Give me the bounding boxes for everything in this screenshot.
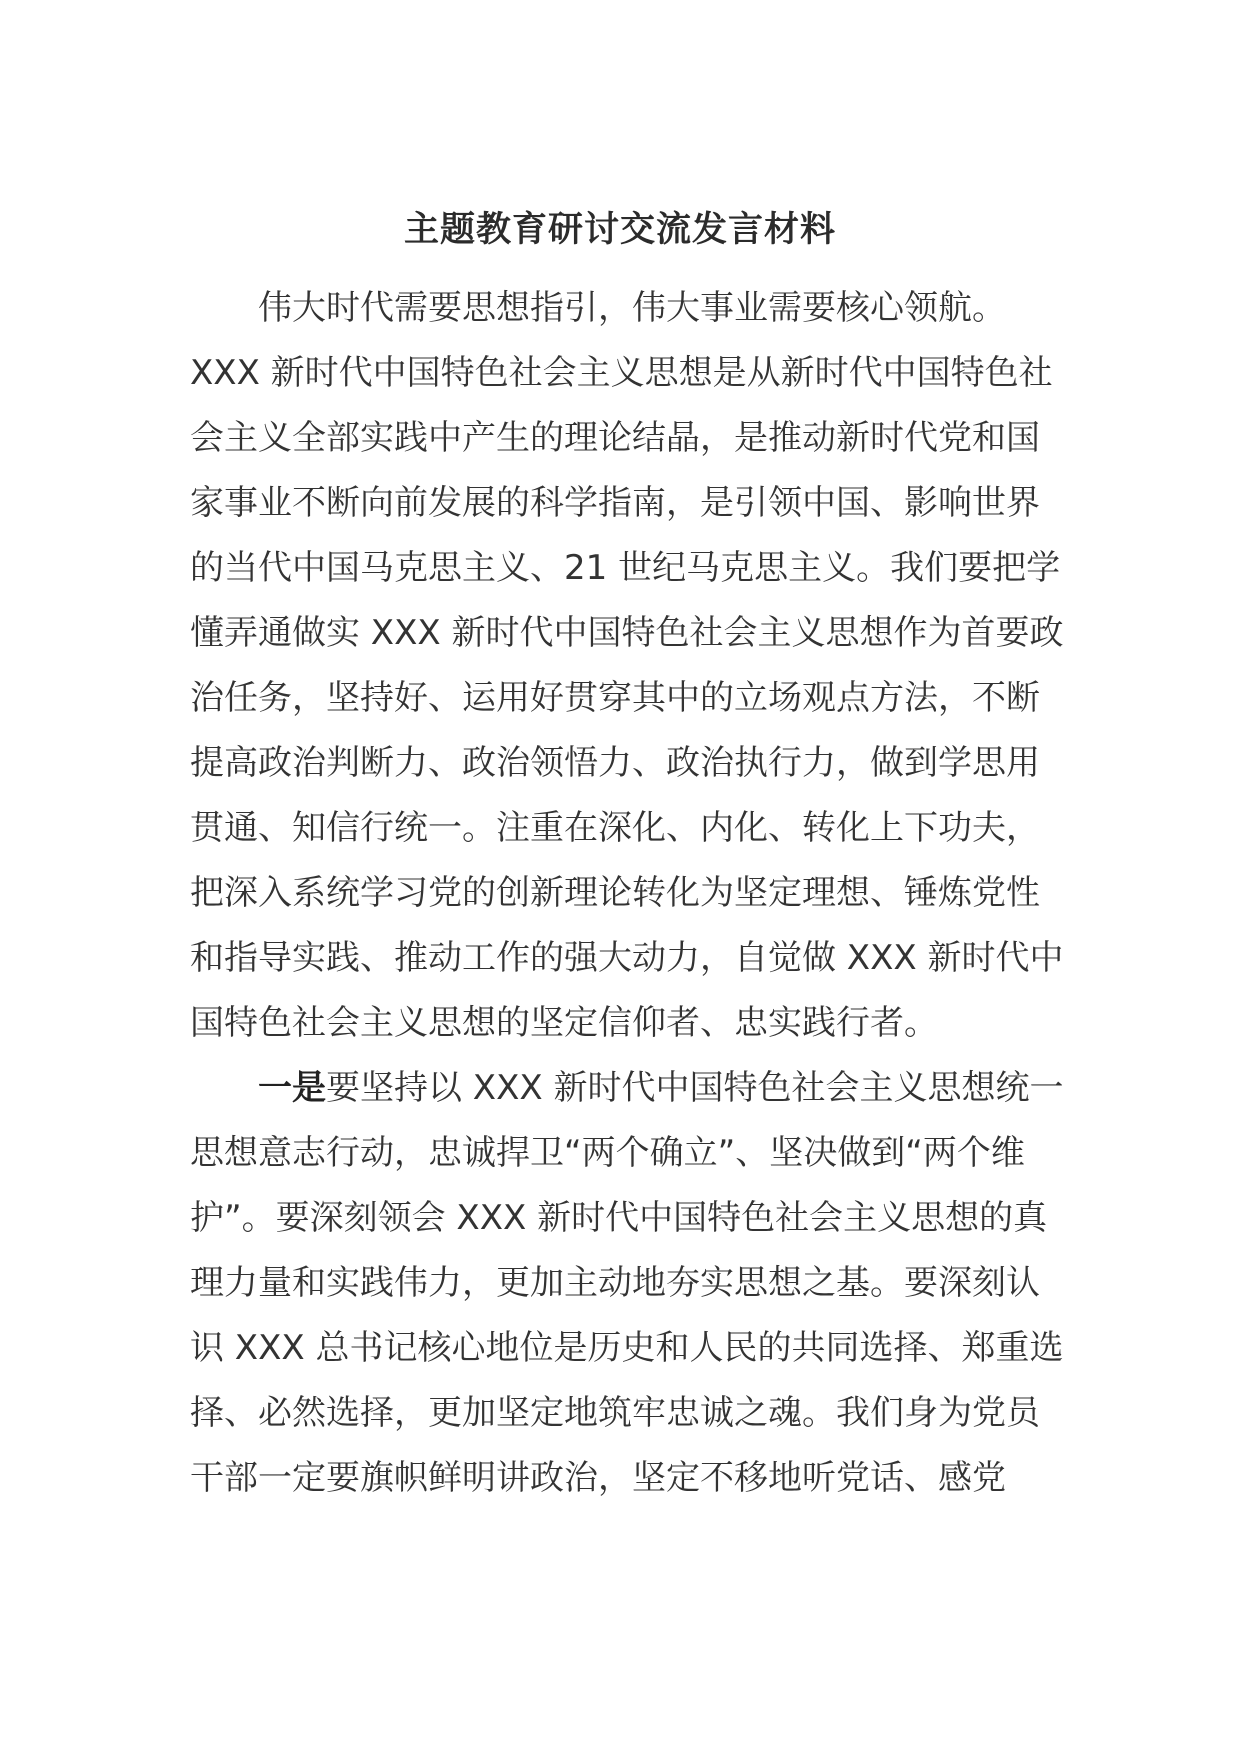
paragraph-text: 伟大时代需要思想指引，伟大事业需要核心领航。XXX 新时代中国特色社会主义思想是从新时代中国特色社会主义全部实践中产生的理论结晶，是推动新时代党和国家事业不断向前发展的科学指南，是引领中国、影响世界的当代中国马克思主义、21 世纪马克思主义。我们要把学懂弄通做实 XXX 新时代中国特色社会主义思想作为首要政治任务，坚持好、运用好贯穿其中的立场观点方法，不断提高政治判断力、政治领悟力、政治执行力，做到学思用贯通、知信行统一。注重在深化、内化、转化上下功夫，把深入系统学习党的创新理论转化为坚定理想、锤炼党性和指导实践、推动工作的强大动力，自觉做 XXX 新时代中国特色社会主义思想的坚定信仰者、忠实践行者。: [190, 288, 1064, 1043]
document-title: 主题教育研讨交流发言材料: [403, 210, 836, 250]
paragraph-lead: 一是: [258, 1068, 326, 1108]
paragraph-point-one: [190, 1056, 1070, 1511]
document-body: [190, 276, 1070, 1511]
paragraph-text: 要坚持以 XXX 新时代中国特色社会主义思想统一思想意志行动，忠诚捍卫“两个确立”、坚决做到“两个维护”。要深刻领会 XXX 新时代中国特色社会主义思想的真理力量和实践伟力，更加主动地夯实思想之基。要深刻认识 XXX 总书记核心地位是历史和人民的共同选择、郑重选择、必然选择，更加坚定地筑牢忠诚之魂。我们身为党员干部一定要旗帜鲜明讲政治，坚定不移地听党话、感党: [190, 1068, 1064, 1498]
paragraph-intro: [190, 276, 1070, 1056]
